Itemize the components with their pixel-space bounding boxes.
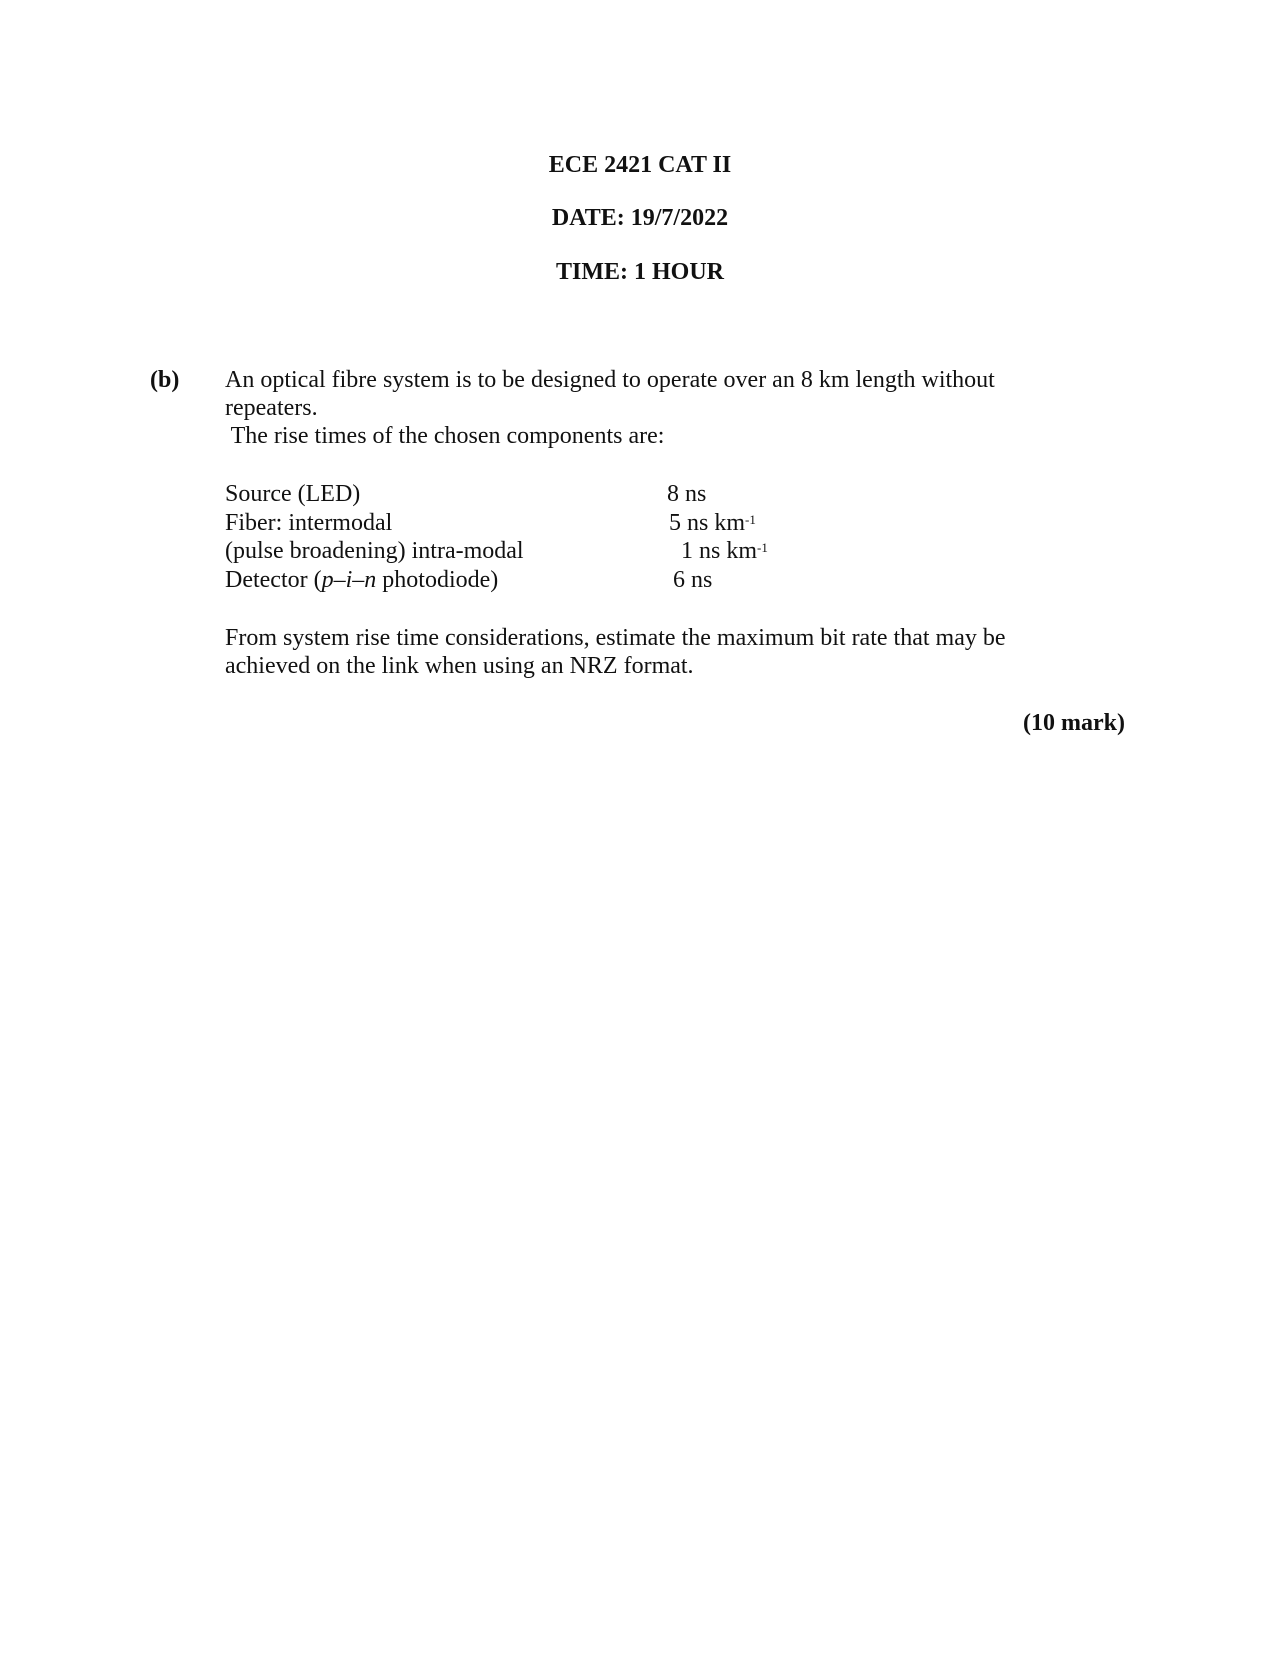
component-label-detector: Detector (p–i–n photodiode): [225, 567, 499, 593]
question-intro-line-3: The rise times of the chosen components are:: [225, 423, 665, 449]
marks-allocation: (10 mark): [1023, 710, 1125, 736]
component-value-intramodal: 1 ns $km^{-1}$: [681, 538, 768, 564]
component-value-intermodal: 5 ns $km^{-1}$: [669, 510, 756, 536]
exam-date: DATE: 19/7/2022: [551, 205, 729, 231]
component-label-intramodal: (pulse broadening) intra-modal: [225, 538, 524, 564]
component-value-detector: 6 ns: [673, 567, 713, 593]
course-title: ECE 2421 CAT II: [548, 152, 732, 178]
task-line-2: achieved on the link when using an NRZ format.: [225, 653, 694, 679]
component-value-source: 8 ns: [667, 481, 707, 507]
question-intro-line-1: An optical fibre system is to be designed to operate over an 8 km length without: [225, 367, 995, 393]
question-intro-line-2: repeaters.: [225, 395, 318, 421]
task-line-1: From system rise time considerations, estimate the maximum bit rate that may be: [225, 625, 1006, 651]
component-label-source: Source (LED): [225, 481, 361, 507]
component-label-intermodal: Fiber: intermodal: [225, 510, 393, 536]
exam-time: TIME: 1 HOUR: [556, 259, 724, 285]
question-label: (b): [150, 367, 180, 393]
